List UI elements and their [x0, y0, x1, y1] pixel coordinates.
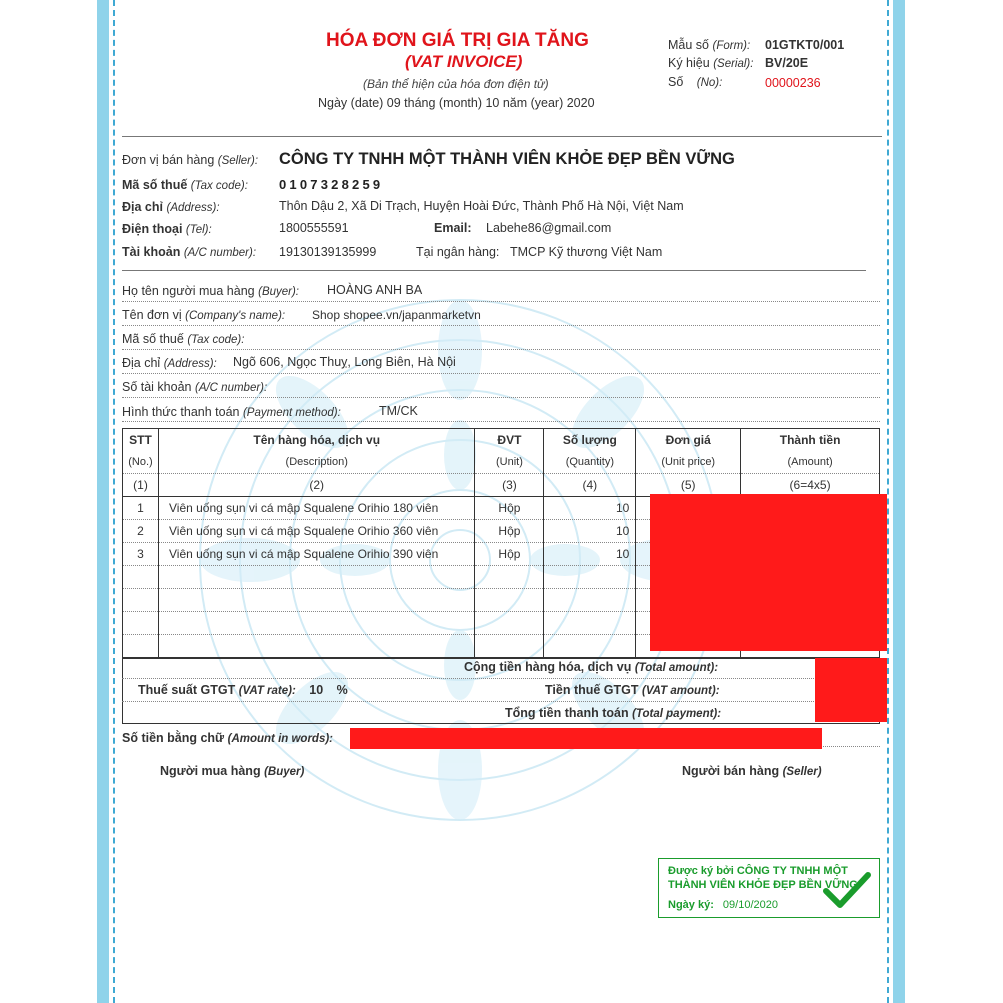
buyer-tax-label: [122, 332, 244, 346]
redaction-block: [815, 658, 887, 722]
divider: [122, 270, 866, 271]
col-header-desc: Tên hàng hóa, dịch vụ: [158, 429, 474, 452]
amount-words-label-en: (Amount in words):: [227, 733, 334, 745]
stamp-line-1: Được ký bởi CÔNG TY TNHH MỘT: [668, 865, 848, 877]
seller-bank: TMCP Kỹ thương Việt Nam: [510, 245, 663, 259]
col-number: (3): [475, 474, 544, 497]
buyer-account-label-en: (A/C number):: [194, 382, 268, 394]
buyer-signature-label-en: (Buyer): [264, 766, 305, 778]
no-label-en: (No):: [696, 77, 723, 89]
row-unit: Hộp: [475, 520, 544, 543]
serial-value: BV/20E: [765, 56, 809, 70]
divider: [122, 136, 882, 137]
seller-email: Labehe86@gmail.com: [486, 221, 612, 235]
payment-label: [122, 405, 341, 419]
total-payment-label-vi: Tổng tiền thanh toán: [505, 706, 629, 720]
seller-tax-code: 0107328259: [279, 177, 384, 192]
invoice-note: (Bản thể hiện của hóa đơn điện tử): [363, 77, 549, 91]
form-label-vi: Mẫu số: [668, 38, 709, 52]
seller-address-label-en: (Address):: [166, 202, 220, 214]
seller-email-label: Email:: [434, 221, 472, 235]
col-header-en: (Description): [158, 451, 474, 474]
digital-signature-stamp: [658, 858, 880, 918]
serial-label-vi: Ký hiệu: [668, 56, 710, 70]
dotted-line: [122, 397, 880, 398]
invoice-subtitle: (VAT INVOICE): [405, 52, 523, 71]
total-amount-label: [464, 660, 718, 674]
col-header-en: (No.): [123, 451, 159, 474]
serial-label-en: (Serial):: [713, 58, 754, 70]
buyer-company-label-vi: Tên đơn vị: [122, 308, 182, 322]
form-value: 01GTKT0/001: [765, 38, 845, 52]
row-no: 2: [123, 520, 159, 543]
seller-phone-label-en: (Tel):: [185, 224, 212, 236]
seller-phone-label-vi: Điện thoại: [122, 222, 183, 236]
vat-amount-label: [545, 683, 720, 697]
total-amount-label-en: (Total amount):: [634, 662, 719, 674]
vat-rate-label-vi: Thuế suất GTGT: [138, 683, 236, 697]
vat-rate-label-en: (VAT rate):: [238, 685, 296, 697]
amount-words-label: [122, 731, 333, 745]
col-number: (6=4x5): [741, 474, 880, 497]
buyer-signature-label-vi: Người mua hàng: [160, 764, 261, 778]
payment-label-vi: Hình thức thanh toán: [122, 405, 240, 419]
seller-address-label-vi: Địa chỉ: [122, 200, 163, 214]
row-unit: Hộp: [475, 497, 544, 520]
form-label-en: (Form):: [712, 40, 751, 52]
vat-amount-label-en: (VAT amount):: [642, 685, 720, 697]
redaction-block: [650, 494, 887, 651]
vat-rate-unit: %: [336, 683, 348, 697]
payment-method: TM/CK: [379, 404, 418, 418]
row-desc: Viên uống sụn vi cá mập Squalene Orihio 180 viên: [158, 497, 474, 520]
invoice-title: HÓA ĐƠN GIÁ TRỊ GIA TĂNG: [326, 30, 589, 51]
buyer-company-label-en: (Company's name):: [185, 310, 286, 322]
dotted-line: [122, 678, 880, 679]
buyer-company-label: [122, 308, 285, 322]
seller-phone: 1800555591: [279, 221, 349, 235]
stamp-date-label: Ngày ký:: [668, 899, 714, 911]
total-payment-label-en: (Total payment):: [632, 708, 722, 720]
table-header-row: [123, 429, 880, 452]
col-number: (4): [544, 474, 636, 497]
col-header-amount: Thành tiền: [741, 429, 880, 452]
seller-address: Thôn Dậu 2, Xã Di Trạch, Huyện Hoài Đức, Thành Phố Hà Nội, Việt Nam: [279, 199, 684, 213]
seller-signature-label-en: (Seller): [782, 766, 822, 778]
no-label-vi: Số: [668, 75, 684, 89]
buyer-address: Ngõ 606, Ngọc Thuỵ, Long Biên, Hà Nội: [233, 355, 456, 369]
dotted-line: [122, 301, 880, 302]
payment-label-en: (Payment method):: [242, 407, 341, 419]
serial-label: [668, 56, 753, 70]
table-header-en-row: [123, 451, 880, 474]
col-header-en: (Unit price): [636, 451, 741, 474]
buyer-account-label-vi: Số tài khoản: [122, 380, 192, 394]
seller-tax-label: [122, 178, 248, 192]
row-qty: 10: [544, 497, 636, 520]
seller-label-en: (Seller):: [217, 155, 259, 167]
seller-account: 19130139135999: [279, 245, 377, 259]
seller-account-label-en: (A/C number):: [183, 247, 257, 259]
col-header-qty: Số lượng: [544, 429, 636, 452]
col-number: (1): [123, 474, 159, 497]
col-header-price: Đơn giá: [636, 429, 741, 452]
row-desc: Viên uống sụn vi cá mập Squalene Orihio 360 viên: [158, 520, 474, 543]
col-header-en: (Amount): [741, 451, 880, 474]
row-qty: 10: [544, 543, 636, 566]
dotted-line: [122, 325, 880, 326]
no-label: [668, 75, 722, 89]
buyer-name-label-vi: Họ tên người mua hàng: [122, 284, 255, 298]
seller-tax-label-vi: Mã số thuế: [122, 178, 188, 192]
row-desc: Viên uống sụn vi cá mập Squalene Orihio 390 viên: [158, 543, 474, 566]
total-payment-label: [505, 706, 721, 720]
seller-tax-label-en: (Tax code):: [190, 180, 248, 192]
seller-label: [122, 153, 258, 167]
seller-name: CÔNG TY TNHH MỘT THÀNH VIÊN KHỎE ĐẸP BỀN VỮNG: [279, 150, 735, 168]
amount-words-label-vi: Số tiền bằng chữ: [122, 731, 225, 745]
stamp-date: 09/10/2020: [722, 899, 778, 911]
row-unit: Hộp: [475, 543, 544, 566]
dotted-line: [122, 349, 880, 350]
seller-phone-label: [122, 222, 212, 236]
seller-account-label-vi: Tài khoản: [122, 245, 181, 259]
form-label: [668, 38, 750, 52]
dotted-line: [122, 373, 880, 374]
seller-address-label: [122, 200, 220, 214]
vat-amount-label-vi: Tiền thuế GTGT: [545, 683, 639, 697]
buyer-name: HOÀNG ANH BA: [327, 283, 423, 297]
invoice-date: Ngày (date) 09 tháng (month) 10 năm (year) 2020: [318, 96, 595, 110]
buyer-company: Shop shopee.vn/japanmarketvn: [312, 308, 481, 322]
redaction-block: [350, 728, 822, 749]
dotted-line: [122, 421, 880, 422]
dotted-line: [122, 701, 880, 702]
seller-bank-label: Tại ngân hàng:: [416, 245, 500, 259]
buyer-address-label-en: (Address):: [163, 358, 217, 370]
buyer-signature-label: [160, 764, 304, 778]
buyer-name-label-en: (Buyer):: [258, 286, 300, 298]
stamp-date-row: [668, 899, 778, 911]
row-qty: 10: [544, 520, 636, 543]
buyer-account-label: [122, 380, 267, 394]
buyer-tax-label-vi: Mã số thuế: [122, 332, 184, 346]
seller-account-label: [122, 245, 256, 259]
row-no: 1: [123, 497, 159, 520]
col-number: (5): [636, 474, 741, 497]
seller-signature-label: [682, 764, 822, 778]
vat-rate-value: 10: [309, 683, 324, 697]
seller-label-vi: Đơn vị bán hàng: [122, 153, 215, 167]
buyer-tax-label-en: (Tax code):: [187, 334, 245, 346]
col-header-no: STT: [123, 429, 159, 452]
row-no: 3: [123, 543, 159, 566]
col-header-unit: ĐVT: [475, 429, 544, 452]
total-amount-label-vi: Cộng tiền hàng hóa, dịch vụ: [464, 660, 632, 674]
buyer-address-label-vi: Địa chỉ: [122, 356, 161, 370]
invoice-number: 00000236: [765, 76, 821, 90]
buyer-name-label: [122, 284, 299, 298]
col-number: (2): [158, 474, 474, 497]
checkmark-icon: [822, 871, 872, 911]
col-header-en: (Quantity): [544, 451, 636, 474]
seller-signature-label-vi: Người bán hàng: [682, 764, 780, 778]
stamp-line-2: THÀNH VIÊN KHỎE ĐẸP BỀN VỮNG: [668, 879, 858, 891]
vat-rate-label: [138, 683, 348, 697]
col-header-en: (Unit): [475, 451, 544, 474]
buyer-address-label: [122, 356, 217, 370]
